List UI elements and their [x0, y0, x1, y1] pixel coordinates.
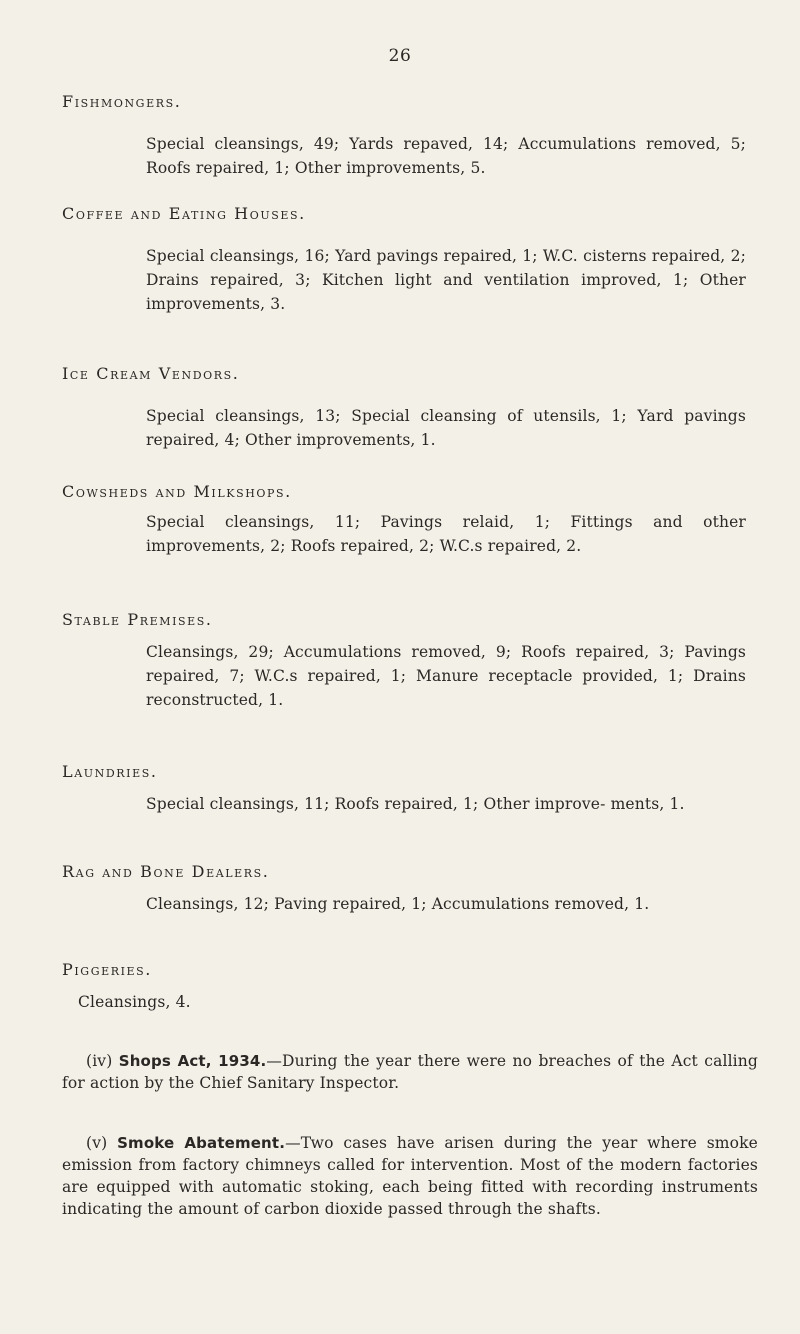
- section-text-coffee-houses: Special cleansings, 16; Yard pavings repaired, 1; W.C. cisterns repaired, 2; Drains repaired, 3; Kitchen light and ventilation improved, 1; Other improvements, 3.: [146, 247, 746, 313]
- section-heading-piggeries: Piggeries.: [62, 960, 152, 979]
- paragraph-lead: Smoke Abatement.: [117, 1134, 286, 1152]
- section-heading-fishmongers: Fishmongers.: [62, 92, 182, 111]
- section-text-piggeries: Cleansings, 4.: [78, 993, 191, 1011]
- section-heading-rag-bone: Rag and Bone Dealers.: [62, 862, 270, 881]
- section-heading-cowsheds: Cowsheds and Milkshops.: [62, 482, 292, 501]
- paragraph-text: —Two cases have arisen during the year where smoke emission from factory chimneys called for intervention. Most of the modern factories are equipped with automatic stoking, each being fitted with recording instruments indicating the amount of carbon dioxide passed through the shafts.: [62, 1134, 758, 1218]
- section-heading-stable-premises: Stable Premises.: [62, 610, 213, 629]
- page-number: 26: [388, 46, 412, 66]
- paragraph-text: —During the year there were no breaches of the Act calling for action by the Chief Sanitary Inspector.: [62, 1052, 758, 1092]
- section-text-cowsheds: Special cleansings, 11; Pavings relaid, 1; Fittings and other improvements, 2; Roofs repaired, 2; W.C.s repaired, 2.: [146, 513, 746, 555]
- paragraph-lead: Shops Act, 1934.: [118, 1052, 267, 1070]
- section-heading-coffee-houses: Coffee and Eating Houses.: [62, 204, 306, 223]
- paragraph-smoke-abatement: [62, 1132, 758, 1220]
- paragraph-number: (v): [86, 1134, 108, 1152]
- section-heading-laundries: Laundries.: [62, 762, 158, 781]
- paragraph-number: (iv): [86, 1052, 113, 1070]
- section-text-stable-premises: Cleansings, 29; Accumulations removed, 9; Roofs repaired, 3; Pavings repaired, 7; W.C.s repaired, 1; Manure receptacle provided, 1; Drains reconstructed, 1.: [146, 643, 746, 709]
- section-heading-ice-cream: Ice Cream Vendors.: [62, 364, 240, 383]
- paragraph-shops-act: [62, 1050, 758, 1094]
- section-text-fishmongers: Special cleansings, 49; Yards repaved, 14; Accumulations removed, 5; Roofs repaired, 1; Other improvements, 5.: [146, 135, 746, 177]
- section-text-rag-bone: Cleansings, 12; Paving repaired, 1; Accumulations removed, 1.: [146, 895, 650, 913]
- section-text-laundries: Special cleansings, 11; Roofs repaired, 1; Other improve- ments, 1.: [146, 795, 685, 813]
- section-text-ice-cream: Special cleansings, 13; Special cleansing of utensils, 1; Yard pavings repaired, 4; Other improvements, 1.: [146, 407, 746, 449]
